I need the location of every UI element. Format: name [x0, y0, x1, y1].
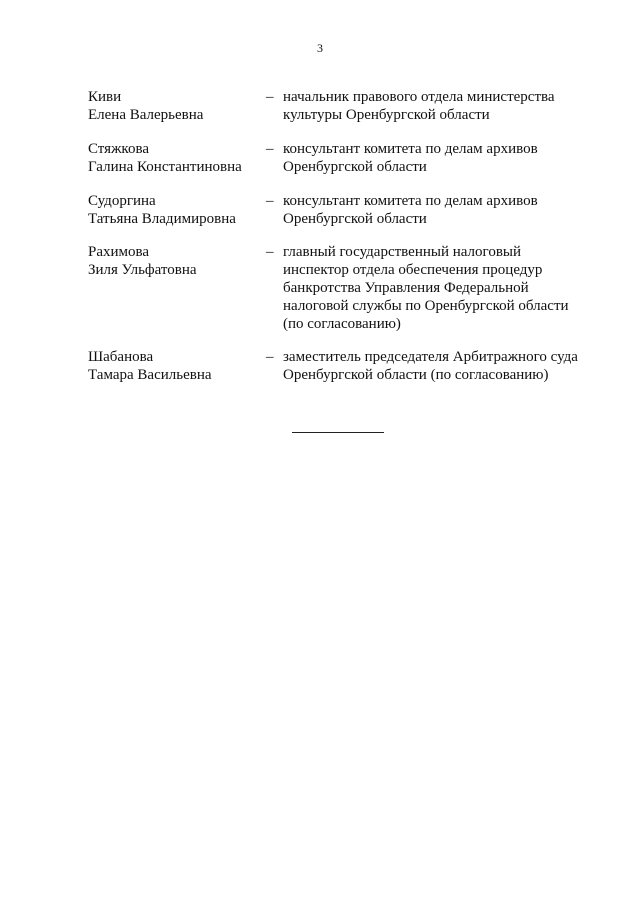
separator-dash: – — [266, 89, 274, 105]
member-role — [283, 140, 583, 176]
member-role — [283, 88, 583, 124]
member-given-names: Галина Константиновна — [88, 159, 242, 175]
role-line: Оренбургской области — [283, 159, 427, 175]
member-surname: Судоргина — [88, 193, 156, 209]
role-line: (по согласованию) — [283, 316, 401, 332]
role-line: консультант комитета по делам архивов — [283, 141, 538, 157]
role-line: инспектор отдела обеспечения процедур — [283, 262, 543, 278]
role-line: главный государственный налоговый — [283, 244, 522, 260]
separator-dash: – — [266, 244, 274, 260]
role-line: заместитель председателя Арбитражного суда — [283, 349, 578, 365]
member-given-names: Татьяна Владимировна — [88, 211, 236, 227]
role-line: консультант комитета по делам архивов — [283, 193, 538, 209]
member-role — [283, 192, 583, 228]
role-line: Оренбургской области (по согласованию) — [283, 367, 549, 383]
member-given-names: Зиля Ульфатовна — [88, 262, 197, 278]
role-line: налоговой службы по Оренбургской области — [283, 298, 569, 314]
role-line: банкротства Управления Федеральной — [283, 280, 529, 296]
separator-dash: – — [266, 141, 274, 157]
page-number: 3 — [317, 41, 323, 55]
separator-dash: – — [266, 349, 274, 365]
member-given-names: Елена Валерьевна — [88, 107, 204, 123]
role-line: Оренбургской области — [283, 211, 427, 227]
member-surname: Киви — [88, 89, 122, 105]
member-name — [88, 348, 258, 384]
member-surname: Стяжкова — [88, 141, 149, 157]
member-role — [283, 348, 583, 384]
member-name — [88, 140, 258, 176]
separator-dash: – — [266, 193, 274, 209]
member-name — [88, 192, 258, 228]
role-line: культуры Оренбургской области — [283, 107, 490, 123]
member-surname: Рахимова — [88, 244, 150, 260]
role-line: начальник правового отдела министерства — [283, 89, 555, 105]
member-name — [88, 243, 258, 279]
member-name — [88, 88, 258, 124]
member-role — [283, 243, 583, 333]
end-of-list-rule — [292, 432, 384, 433]
member-surname: Шабанова — [88, 349, 154, 365]
member-given-names: Тамара Васильевна — [88, 367, 212, 383]
